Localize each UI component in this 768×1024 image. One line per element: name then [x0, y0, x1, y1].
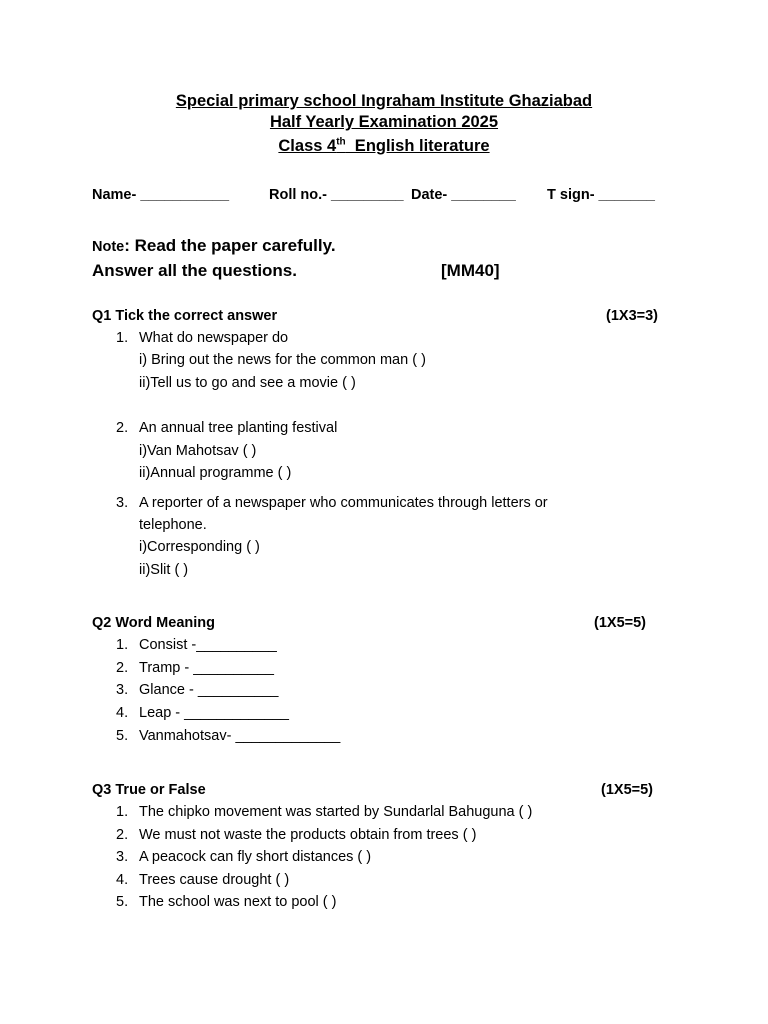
q1-item-1-option-2: ii)Tell us to go and see a movie ( ) — [139, 375, 356, 391]
student-info-row — [92, 187, 662, 203]
q2-title: Q2 Word Meaning — [92, 615, 215, 631]
q1-item-2: 2. An annual tree planting festival — [116, 420, 338, 436]
class-ordinal: th — [336, 136, 346, 147]
tsign-field: T sign- _______ — [547, 187, 655, 203]
q1-heading — [92, 308, 658, 324]
q1-marks: (1X3=3) — [606, 308, 658, 324]
max-marks: [MM40] — [441, 261, 500, 280]
exam-name: Half Yearly Examination 2025 — [269, 113, 499, 131]
class-subject: Class 4th English literature — [278, 136, 490, 155]
q1-item-3-option-2: ii)Slit ( ) — [139, 562, 189, 578]
q1-item-2-option-2: ii)Annual programme ( ) — [139, 465, 292, 481]
note-instruction: Answer all the questions. — [92, 261, 297, 280]
q1-item-1: 1. What do newspaper do — [116, 330, 289, 346]
q2-heading — [92, 615, 646, 631]
roll-field: Roll no.- _________ — [269, 187, 404, 203]
date-field: Date- ________ — [411, 187, 516, 203]
q1-title: Q1 Tick the correct answer — [92, 308, 278, 324]
q2-item-4: 4. Leap - _____________ — [116, 705, 289, 721]
q3-item-2: 2. We must not waste the products obtain from trees ( ) — [116, 827, 477, 843]
school-name: Special primary school Ingraham Institute Ghaziabad — [175, 92, 593, 110]
note-line-1 — [92, 236, 662, 256]
q1-item-3-text: A reporter of a newspaper who communicates through letters or — [139, 495, 548, 511]
q3-marks: (1X5=5) — [601, 782, 653, 798]
q3-heading — [92, 782, 653, 798]
q1-item-3: 3. A reporter of a newspaper who communicates through letters or — [116, 495, 548, 511]
q3-item-1: 1. The chipko movement was started by Sundarlal Bahuguna ( ) — [116, 804, 533, 820]
q2-item-5: 5. Vanmahotsav- _____________ — [116, 728, 341, 744]
q2-item-3: 3. Glance - __________ — [116, 682, 279, 698]
q2-item-1: 1. Consist -__________ — [116, 637, 277, 653]
q2-item-2: 2. Tramp - __________ — [116, 660, 274, 676]
q1-item-2-text: An annual tree planting festival — [139, 420, 338, 436]
q1-item-1-option-1: i) Bring out the news for the common man ( ) — [139, 352, 426, 368]
note-label: Note — [92, 239, 125, 255]
name-field: Name- ___________ — [92, 187, 230, 203]
note-line-2 — [92, 261, 662, 281]
exam-title — [0, 113, 768, 132]
q1-item-1-text: What do newspaper do — [139, 330, 289, 346]
note-text: : Read the paper carefully. — [124, 236, 336, 255]
class-title — [0, 136, 768, 156]
school-title — [0, 92, 768, 111]
q3-item-3: 3. A peacock can fly short distances ( ) — [116, 849, 372, 865]
q1-item-2-option-1: i)Van Mahotsav ( ) — [139, 443, 257, 459]
q3-item-4: 4. Trees cause drought ( ) — [116, 872, 290, 888]
q3-title: Q3 True or False — [92, 782, 206, 798]
q3-item-5: 5. The school was next to pool ( ) — [116, 894, 337, 910]
q2-marks: (1X5=5) — [594, 615, 646, 631]
q1-item-3-text-continued: telephone. — [139, 517, 207, 533]
q1-item-3-option-1: i)Corresponding ( ) — [139, 539, 260, 555]
